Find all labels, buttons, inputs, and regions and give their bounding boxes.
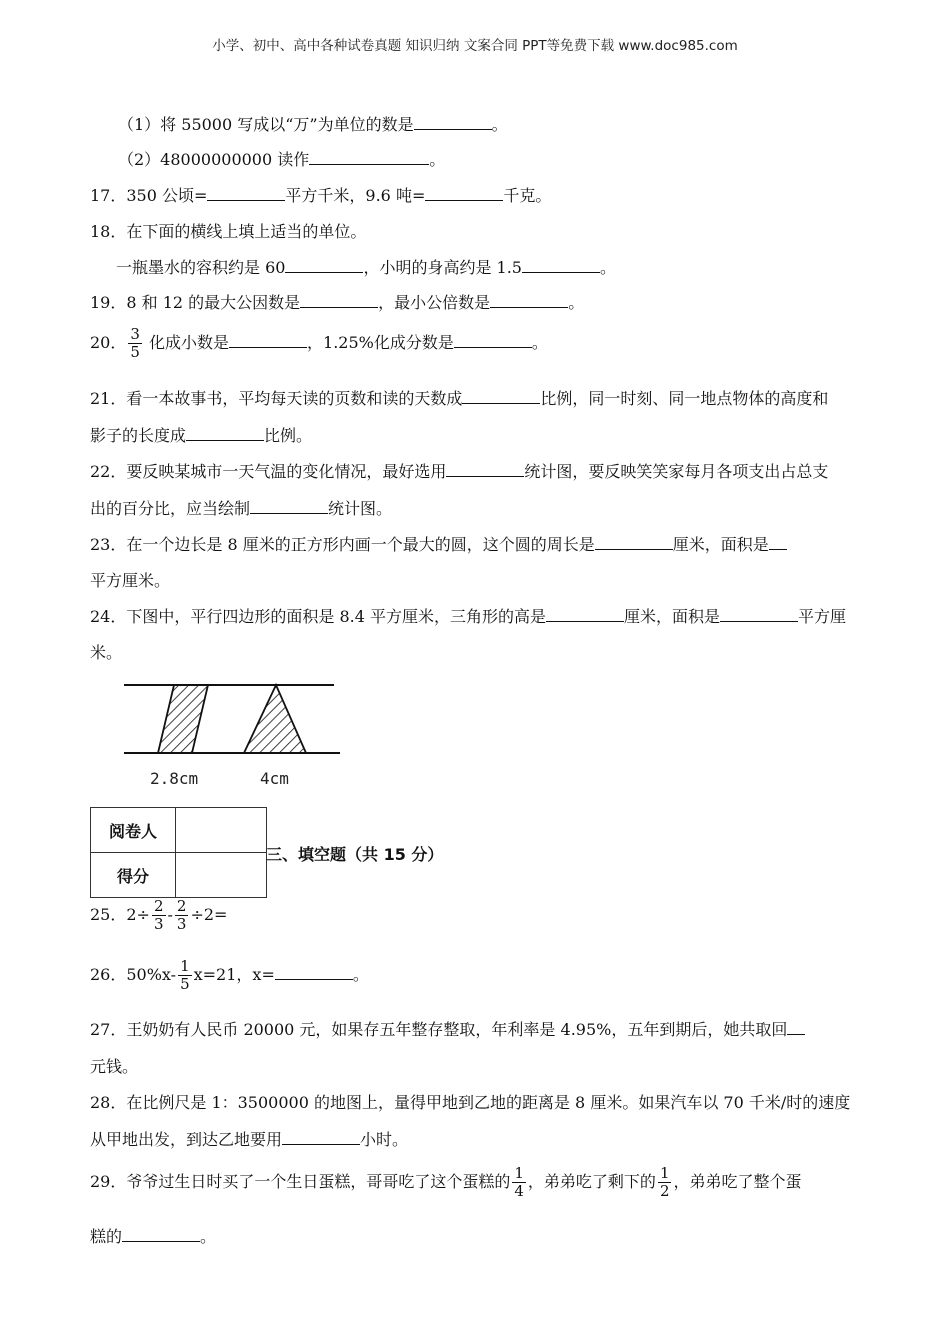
answer-blank[interactable] xyxy=(300,293,378,308)
question-28-line2: 从甲地出发，到达乙地要用 小时。 xyxy=(90,1130,409,1149)
triangle-base-label: 4cm xyxy=(260,769,289,788)
score-table xyxy=(90,807,267,898)
answer-blank[interactable] xyxy=(282,1130,360,1145)
triangle-shape xyxy=(244,685,306,753)
question-21-line1: 21．看一本故事书，平均每天读的页数和读的天数成 比例，同一时刻、同一地点物体的高度和 xyxy=(90,389,829,408)
question-22-line1: 22．要反映某城市一天气温的变化情况，最好选用 统计图，要反映笑笑家每月各项支出占总支 xyxy=(90,462,829,481)
parallelogram-base-label: 2.8cm xyxy=(150,769,199,788)
answer-blank[interactable] xyxy=(275,965,353,980)
reviewer-cell[interactable] xyxy=(176,808,267,853)
reviewer-label: 阅卷人 xyxy=(91,808,176,853)
question-29-line2: 糕的 。 xyxy=(90,1227,217,1246)
question-24-line1: 24．下图中，平行四边形的面积是 8.4 平方厘米，三角形的高是 厘米，面积是 平方厘 xyxy=(90,607,847,626)
answer-blank[interactable] xyxy=(454,333,532,348)
question-18: 一瓶墨水的容积约是 60 ，小明的身高约是 1.5 。 xyxy=(116,258,617,277)
question-17: 17．350 公顷= 平方千米，9.6 吨= 千克。 xyxy=(90,186,552,205)
answer-blank[interactable] xyxy=(787,1020,805,1035)
answer-blank[interactable] xyxy=(207,186,285,201)
answer-blank[interactable] xyxy=(720,607,798,622)
answer-blank[interactable] xyxy=(769,535,787,550)
question-23-line2: 平方厘米。 xyxy=(90,571,171,590)
fraction: $\frac{1}{5}$ xyxy=(180,957,190,993)
question-26: 26．50%x- $\frac{1}{5}$ x=21，x= 。 xyxy=(90,957,369,993)
q16-part1: （1）将 55000 写成以“万”为单位的数是 。 xyxy=(118,115,508,134)
fraction: $\frac{1}{2}$ xyxy=(659,1164,670,1200)
question-29-line1: 29．爷爷过生日时买了一个生日蛋糕，哥哥吃了这个蛋糕的 $\frac{1}{4}$ ，弟弟吃了剩下的 $\frac{1}{2}$ ，弟弟吃了整个蛋 xyxy=(90,1164,802,1200)
answer-blank[interactable] xyxy=(122,1227,200,1242)
question-19: 19．8 和 12 的最大公因数是 ，最小公倍数是 。 xyxy=(90,293,585,312)
fraction: $\frac{3}{5}$ xyxy=(130,325,140,361)
question-18-title: 18．在下面的横线上填上适当的单位。 xyxy=(90,222,367,241)
question-23-line1: 23．在一个边长是 8 厘米的正方形内画一个最大的圆，这个圆的周长是 厘米，面积是 xyxy=(90,532,787,555)
section-title: 三、填空题（共 15 分） xyxy=(266,845,444,864)
answer-blank[interactable] xyxy=(546,607,624,622)
answer-blank[interactable] xyxy=(414,115,492,130)
parallelogram-shape xyxy=(158,685,208,753)
fraction: $\frac{2}{3}$ xyxy=(176,897,187,933)
answer-blank[interactable] xyxy=(595,535,673,550)
page-header: 小学、初中、高中各种试卷真题 知识归纳 文案合同 PPT等免费下载 www.doc985.com xyxy=(212,38,738,54)
question-25: 25．2÷ $\frac{2}{3}$ - $\frac{2}{3}$ ÷2= xyxy=(90,897,228,933)
answer-blank[interactable] xyxy=(186,426,264,441)
question-28-line1: 28．在比例尺是 1：3500000 的地图上，量得甲地到乙地的距离是 8 厘米。如果汽车以 70 千米/时的速度 xyxy=(90,1093,851,1112)
q16-part2: （2）48000000000 读作 。 xyxy=(118,150,446,169)
answer-blank[interactable] xyxy=(522,258,600,273)
score-cell[interactable] xyxy=(176,853,267,898)
fraction: $\frac{1}{4}$ xyxy=(514,1164,524,1200)
question-27-line1: 27．王奶奶有人民币 20000 元，如果存五年整存整取，年利率是 4.95%，五年到期后，她共取回 xyxy=(90,1017,805,1040)
answer-blank[interactable] xyxy=(490,293,568,308)
question-20: 20． $\frac{3}{5}$ 化成小数是 ，1.25%化成分数是 。 xyxy=(90,325,548,361)
question-27-line2: 元钱。 xyxy=(90,1057,139,1076)
answer-blank[interactable] xyxy=(425,186,503,201)
parallelogram-triangle-figure xyxy=(118,676,348,794)
answer-blank[interactable] xyxy=(309,150,429,165)
fraction: $\frac{2}{3}$ xyxy=(153,897,164,933)
answer-blank[interactable] xyxy=(250,499,328,514)
question-22-line2: 出的百分比，应当绘制 统计图。 xyxy=(90,499,393,518)
question-24-line2: 米。 xyxy=(90,643,123,662)
answer-blank[interactable] xyxy=(285,258,363,273)
question-21-line2: 影子的长度成 比例。 xyxy=(90,426,313,445)
answer-blank[interactable] xyxy=(462,389,540,404)
answer-blank[interactable] xyxy=(446,462,524,477)
answer-blank[interactable] xyxy=(229,333,307,348)
score-label: 得分 xyxy=(91,853,176,898)
